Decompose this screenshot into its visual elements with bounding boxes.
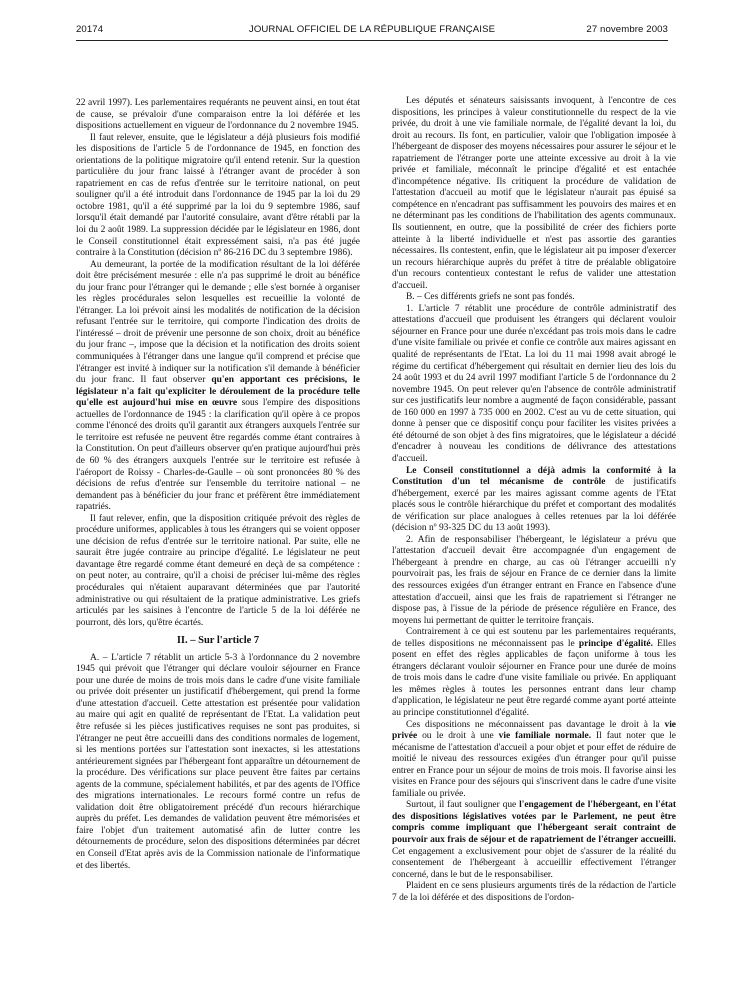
header-rule [76,40,668,41]
text-run: Surtout, il faut souligner que [406,800,520,811]
text-run: Contrairement à ce qui est soutenu par les parlementaires requérants, de telles dispositions ne méconnaissent pas le [392,627,676,649]
text-run: Il faut noter que le mécanisme de l'attestation d'accueil a pour objet et pour effet de réduire de moitié le niveau des ressources exigées d'un étranger pour qu'il puisse entrer en France pour un séjour de moins de trois mois. Il favorise ainsi les visites en France pour des séjours qui s'inscrivent dans le cadre d'une visite familiale ou privée. [392,731,676,799]
paragraph: Il faut relever, enfin, que la disposition critiquée prévoit des règles de procédure uniformes, applicables à tous les étrangers qui se voient opposer une décision de refus d'entrée sur le territoire national. Par suite, elle ne saurait être jugée contraire au principe d'égalité. Le législateur ne peut davantage être regardé comme étant demeuré en deçà de sa compétence : on peut noter, au contraire, qu'il a choisi de préciser lui-même des règles procédurales qui n'étaient auparavant déterminées que par l'autorité administrative ou qui résultaient de la pratique administrative. Les griefs articulés par les saisines à l'encontre de l'article 5 de la loi déférée ne pourront, dès lors, qu'être écartés. [76,513,360,628]
section-heading: II. – Sur l'article 7 [176,635,260,647]
paragraph [392,720,676,801]
text-run: Au demeurant, la portée de la modification résultant de la loi déférée doit être précisément mesurée : elle n'a pas supprimé le droit au bénéfice du jour franc pour l'étranger qui le demande ; elle s'est bornée à organiser les règles procédurales selon lesquelles est recueillie la volonté de l'étranger. La loi prévoit ainsi les modalités de notification de la décision refusant l'entrée sur le territoire, qui comporte l'indication des droits de l'intéressé – droit de prévenir une personne de son choix, droit au bénéfice du jour franc –, impose que la décision et la notification des droits soient communiquées à l'étranger dans une langue qu'il comprend et précise que l'étranger est invité à indiquer sur la notification s'il demande à bénéficier du jour franc. Il faut observer [76,259,360,386]
bold-text-run: vie familiale normale. [498,731,592,742]
paragraph: A. – L'article 7 rétablit un article 5-3 à l'ordonnance du 2 novembre 1945 qui prévoit que l'étranger qui déclare vouloir séjourner en France pour une durée de moins de trois mois dans le cadre d'une visite familiale ou privée doit présenter un justificatif d'hébergement, qui prend la forme d'une attestation d'accueil. Cette attestation est présentée pour validation au maire qui agit en qualité de représentant de l'Etat. La validation peut être refusée si les pièces justificatives requises ne sont pas produites, si l'étranger ne peut être accueilli dans des conditions normales de logement, si les mentions portées sur l'attestation sont inexactes, si les attestations antérieurement signées par l'hébergeant font apparaître un détournement de la procédure. Des vérifications sur place peuvent être faites par certains agents de la commune, spécialement habilités, et par des agents de l'Office des migrations internationales. Le recours formé contre un refus de validation doit être obligatoirement précédé d'un recours hiérarchique auprès du préfet. Les demandes de validation peuvent être mémorisées et faire l'objet d'un traitement automatisé afin de lutter contre les détournements de procédure, selon des dispositions déterminées par décret en Conseil d'Etat après avis de la Commission nationale de l'informatique et des libertés. [76,652,361,871]
bold-text-run: qu'en apportant ces précisions, le législateur n'a fait qu'expliciter le déroulement de la procédure telle qu'elle est aujourd'hui mise en œuvre [76,375,360,409]
paragraph: Plaident en ce sens plusieurs arguments tirés de la rédaction de l'article 7 de la loi déférée et des dispositions de l'ordon- [392,881,676,903]
right-column [392,96,676,904]
bold-text-run: principe d'égalité. [578,638,653,649]
paragraph [76,260,360,514]
paragraph: 2. Afin de responsabiliser l'hébergeant, le législateur a prévu que l'attestation d'accueil devait être accompagnée d'un engagement de l'hébergeant à prendre en charge, au cas où l'étranger accueilli n'y pourvoirait pas, les frais de séjour en France de ce dernier dans la limite des ressources exigées d'un étranger entrant en France en l'absence d'une attestation d'accueil, ainsi que les frais de rapatriement si l'étranger ne dispose pas, à l'issue de la période de présence régulière en France, des moyens lui permettant de quitter le territoire français. [392,534,676,626]
bold-text-run: l'engagement de l'hébergeant, en l'état des dispositions législatives votées par le Parlement, ne peut être compris comme impliquant que l'hébergeant serait contraint de pourvoir aux frais de séjour et de rapatriement de l'étranger accueilli. [392,800,676,845]
journal-title: JOURNAL OFFICIEL DE LA RÉPUBLIQUE FRANÇAISE [248,24,496,35]
text-run: de justificatifs d'hébergement, exercé par les maires agissant comme agents de l'Etat placés sous le contrôle hiérarchique du préfet et comportant des modalités de vérification sur place analogues à celles retenues par la loi déférée (décision nº 93-325 DC du 13 août 1993). [392,477,676,534]
paragraph: Les députés et sénateurs saisissants invoquent, à l'encontre de ces dispositions, les principes à valeur constitutionnelle du respect de la vie privée, du droit à une vie familiale normale, de l'égalité devant la loi, du droit au recours. Ils font, en particulier, valoir que l'obligation imposée à l'hébergeant de disposer des moyens nécessaires pour assurer le séjour et le rapatriement de l'étranger porte une atteinte excessive au droit à la vie privée et familiale, méconnaît le principe d'égalité et est entachée d'incompétence négative. Ils critiquent la procédure de validation de l'attestation d'accueil au motif que le législateur n'aurait pas épuisé sa compétence en n'encadrant pas suffisamment les pouvoirs des maires et en ne déterminant pas les conditions de l'habilitation des agents communaux. Ils soutiennent, en outre, que la possibilité de créer des fichiers porte atteinte à la liberté individuelle et n'est pas assortie des garanties nécessaires. Ils contestent, enfin, que le législateur ait pu imposer d'exercer un recours hiérarchique auprès du préfet à titre de préalable obligatoire d'un recours contentieux contestant le refus de valider une attestation d'accueil. [392,96,676,291]
paragraph: 22 avril 1997). Les parlementaires requérants ne peuvent ainsi, en tout état de cause, se prévaloir d'une comparaison entre la loi déférée et les dispositions actuellement en vigueur de l'ordonnance du 2 novembre 1945. [76,98,360,132]
paragraph [392,466,676,535]
text-run: Ces dispositions ne méconnaissent pas davantage le droit à la [406,719,665,730]
left-column [76,98,360,872]
text-run: ou le droit à une [417,731,499,742]
paragraph: Il faut relever, ensuite, que le législateur a déjà plusieurs fois modifié les dispositions de l'article 5 de l'ordonnance de 1945, en fonction des orientations de la politique migratoire qu'il entend retenir. Sur la question particulière du jour franc laissé à l'étranger avant de procéder à son rapatriement en cas de refus d'entrée sur le territoire national, on peut souligner qu'il a été introduit dans l'ordonnance de 1945 par la loi du 29 octobre 1981, qu'il a été supprimé par la loi du 9 septembre 1986, sauf lorsqu'il était demandé par l'autorité consulaire, avant d'être rétabli par la loi du 2 août 1989. La suppression décidée par le législateur en 1986, dont le Conseil constitutionnel était expressément saisi, n'a pas été jugée contraire à la Constitution (décision nº 86-216 DC du 3 septembre 1986). [76,132,360,259]
paragraph [392,627,676,719]
text-run: sous l'empire des dispositions actuelles de l'ordonnance de 1945 : la clarification qu'il opère à ce propos comme l'énoncé des droits qu'il garantit aux étrangers auxquels l'entrée sur le territoire est refusée ne peuvent être regardés comme étant contraires à la Constitution. On peut d'ailleurs observer qu'en pratique aujourd'hui près de 60 % des étrangers auxquels l'entrée sur le territoire est refusée à l'aéroport de Roissy - Charles-de-Gaulle – où sont prononcées 80 % des décisions de refus d'entrée sur l'ensemble du territoire national – ne demandent pas à bénéficier du jour franc et préfèrent être immédiatement rapatriés. [76,398,360,513]
page-number: 20174 [76,24,104,35]
text-run: Cet engagement a exclusivement pour objet de s'assurer de la réalité du consentement de l'hébergeant à accueillir effectivement l'étranger concerné, dans le but de le responsabiliser. [392,846,676,880]
bold-text-run: Le Conseil constitutionnel a déjà admis la conformité à la Constitution d'un tel mécanisme de contrôle [392,465,676,488]
page-header [76,24,668,38]
text-run: Elles posent en effet des règles applicables de façon uniforme à tous les étrangers déclarant vouloir séjourner en France pour une durée de moins de trois mois dans le cadre d'une visite familiale ou privée. En appliquant les mêmes règles à toutes les personnes entrant dans leur champ d'application, le législateur ne peut être regardé comme ayant porté atteinte au principe constitutionnel d'égalité. [392,638,676,718]
paragraph [392,800,676,881]
issue-date: 27 novembre 2003 [586,24,668,35]
paragraph: 1. L'article 7 rétablit une procédure de contrôle administratif des attestations d'accueil que produisent les étrangers qui déclarent vouloir séjourner en France pour une durée n'excédant pas trois mois dans le cadre d'une visite familiale ou privée et confie ce contrôle aux maires agissant en qualité de représentants de l'Etat. La loi du 11 mai 1998 avait abrogé le régime du certificat d'hébergement qui résultait en dernier lieu des lois du 24 août 1993 et du 24 avril 1997 modifiant l'article 5 de l'ordonnance du 2 novembre 1945. On peut relever qu'en l'absence de contrôle administratif sur ces justificatifs leur nombre a augmenté de façon considérable, passant de 160 000 en 1997 à 735 000 en 2002. C'est au vu de cette situation, qui donne à penser que ce dispositif conçu pour faciliter les visites privées a été détourné de son objet à des fins migratoires, que le législateur a décidé d'encadrer à nouveau les conditions de délivrance des attestations d'accueil. [392,303,676,464]
bold-text-run: vie privée [392,719,676,742]
paragraph: B. – Ces différents griefs ne sont pas fondés. [406,292,575,303]
